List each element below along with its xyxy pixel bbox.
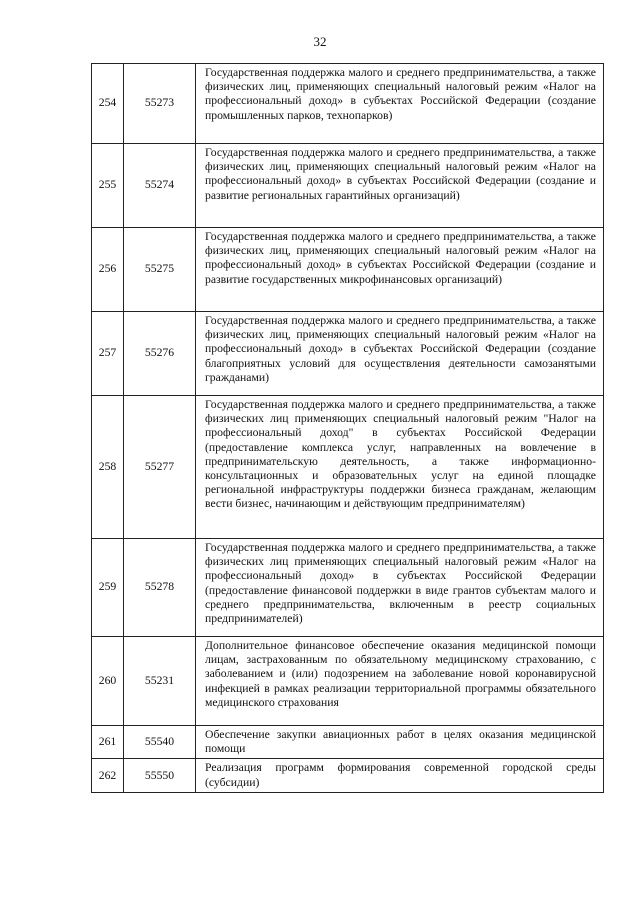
row-description [196,539,604,637]
table-row [92,759,604,792]
row-number: 255 [92,144,124,228]
row-description [196,312,604,396]
row-code: 55273 [124,64,196,144]
table-row [92,396,604,539]
row-number: 261 [92,726,124,759]
budget-codes-table [91,63,604,793]
table-row [92,144,604,228]
row-description [196,396,604,539]
row-number: 259 [92,539,124,637]
row-code: 55274 [124,144,196,228]
row-description-text: Государственная поддержка малого и среднего предпринимательства, а также физических лиц, применяющих специальный налоговый режим «Налог на профессиональный доход» в субъектах Российской Федерации (создание и развитие государственных микрофинансовых организаций) [205,230,596,286]
row-description-text: Реализация программ формирования современной городской среды (субсидии) [205,761,596,789]
table-row [92,228,604,312]
row-description-text: Государственная поддержка малого и среднего предпринимательства, а также физических лиц, применяющих специальный налоговый режим «Налог на профессиональный доход» в субъектах Российской Федерации (создание промышленных парков, технопарков) [205,66,596,122]
row-number: 262 [92,759,124,792]
row-number: 260 [92,637,124,726]
page-number: 32 [313,34,327,49]
row-code: 55231 [124,637,196,726]
table-row [92,64,604,144]
table-row [92,726,604,759]
row-description-text: Государственная поддержка малого и среднего предпринимательства, а также физических лиц применяющих специальный налоговый режим «Налог на профессиональный доход» в субъектах Российской Федерации (предоставление финансовой поддержки в виде грантов субъектам малого и среднего предпринимательства, включенным в реестр социальных предпринимателей) [205,541,596,626]
row-code: 55540 [124,726,196,759]
row-code: 55275 [124,228,196,312]
row-number: 256 [92,228,124,312]
table-row [92,637,604,726]
row-description [196,64,604,144]
row-code: 55277 [124,396,196,539]
row-description [196,759,604,792]
row-description-text: Государственная поддержка малого и среднего предпринимательства, а также физических лиц, применяющих специальный налоговый режим «Налог на профессиональный доход» в субъектах Российской Федерации (создание и развитие региональных гарантийных организаций) [205,146,596,202]
row-description-text: Государственная поддержка малого и среднего предпринимательства, а также физических лиц применяющих специальный налоговый режим "Налог на профессиональный доход" в субъектах Российской Федерации (предоставление комплекса услуг, направленных на вовлечение в предпринимательскую деятельность, а также информационно-консультационных и образовательных услуг на единой площадке региональной инфраструктуры поддержки бизнеса гражданам, желающим вести бизнес, начинающим и действующим предпринимателям) [205,398,596,511]
row-number: 254 [92,64,124,144]
row-description-text: Государственная поддержка малого и среднего предпринимательства, а также физических лиц, применяющих специальный налоговый режим «Налог на профессиональный доход» в субъектах Российской Федерации (создание благоприятных условий для осуществления деятельности самозанятыми гражданами) [205,314,596,384]
row-description-text: Дополнительное финансовое обеспечение оказания медицинской помощи лицам, застрахованным по обязательному медицинскому страхованию, с заболеванием и (или) подозрением на заболевание новой коронавирусной инфекцией в рамках реализации территориальной программы обязательного медицинского страхования [205,639,596,709]
table-row [92,312,604,396]
row-description [196,228,604,312]
row-description [196,637,604,726]
row-description [196,144,604,228]
row-number: 258 [92,396,124,539]
row-code: 55276 [124,312,196,396]
row-description-text: Обеспечение закупки авиационных работ в целях оказания медицинской помощи [205,728,596,756]
table-row [92,539,604,637]
row-description [196,726,604,759]
row-number: 257 [92,312,124,396]
row-code: 55550 [124,759,196,792]
row-code: 55278 [124,539,196,637]
